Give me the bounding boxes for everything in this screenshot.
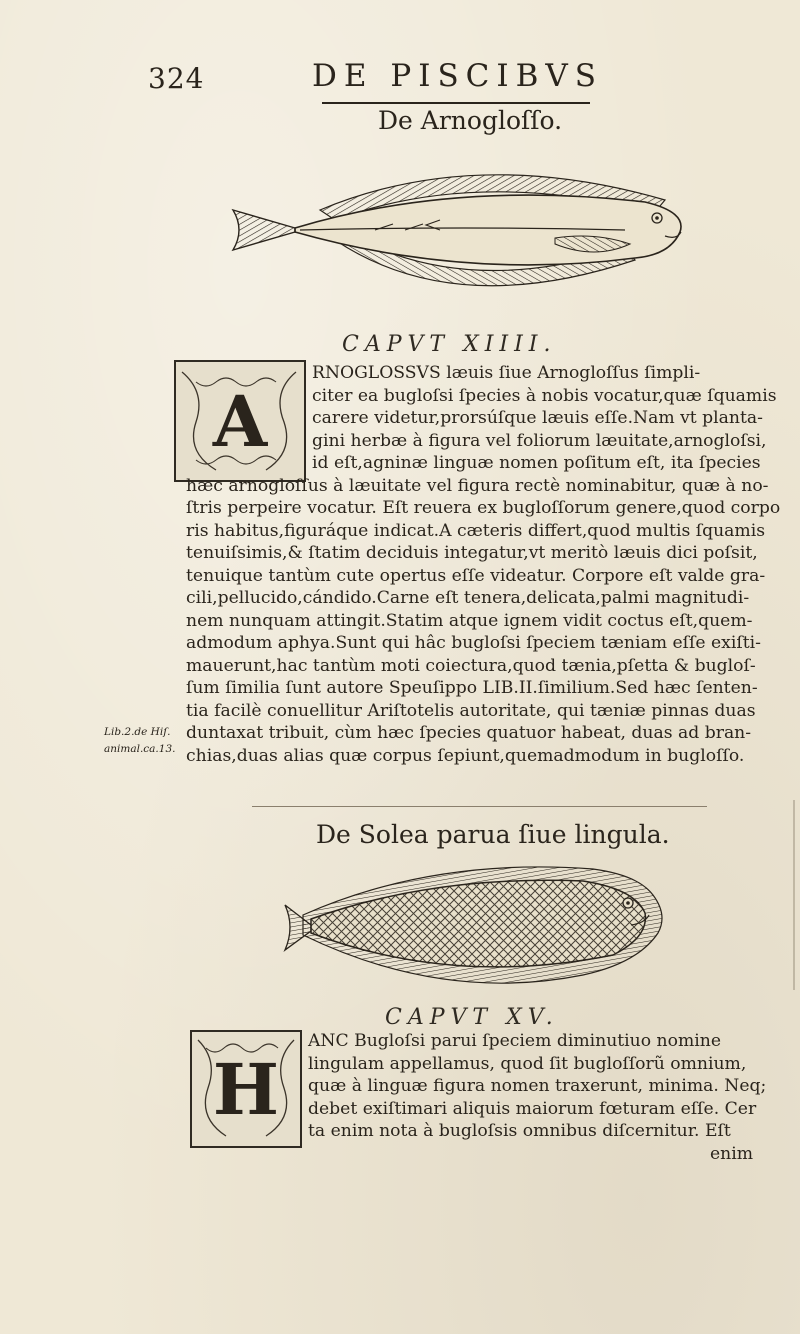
body-text-arnoglossus (186, 362, 780, 767)
text-line: quæ à linguæ figura nomen traxerunt, minima. Neq; (308, 1076, 767, 1096)
text-line: cili,pellucido,cándido.Carne eſt tenera,delicata,palmi magnitudi- (186, 588, 750, 608)
solea-fish-illustration (283, 855, 688, 1005)
section-title-arnoglossus: De Arnogloſſo. (378, 106, 563, 135)
text-line: duntaxat tribuit, cùm hæc ſpecies quatuor habeat, duas ad bran- (186, 723, 752, 743)
text-line: carere videtur,prorsúſque læuis eſſe.Nam vt planta- (312, 408, 763, 428)
body-text-solea (308, 1030, 766, 1165)
text-line: ſum ſimilia ſunt autore Speuſippo LIB.II.ſimilium.Sed hæc ſenten- (186, 678, 758, 698)
text-line: hæc arnogloſſus à læuitate vel figura rectè nominabitur, quæ à no- (186, 475, 769, 496)
initial-letter: A (212, 379, 268, 463)
text-line: citer ea bugloſsi ſpecies à nobis vocatur,quæ ſquamis (312, 385, 777, 406)
margin-note (104, 724, 175, 758)
decorated-initial-h (190, 1030, 302, 1148)
page-edge-mark (793, 800, 795, 990)
arnoglossus-fish-illustration (225, 140, 695, 330)
margin-note-line: animal.ca.13. (104, 743, 176, 755)
text-line: ſtris perpeire vocatur. Eſt reuera ex bugloſſorum genere,quod corpo (186, 498, 781, 518)
margin-note-line: Lib.2.de Hiſ. (104, 726, 171, 738)
text-line: ANC Bugloſsi parui ſpeciem diminutiuo nomine (308, 1031, 722, 1051)
text-line: ris habitus,figuráque indicat.A cæteris differt,quod multis ſquamis (186, 520, 766, 541)
page-number: 324 (148, 62, 205, 95)
running-title: DE PISCIBVS (312, 58, 604, 94)
text-line: chias,duas alias quæ corpus ſepiunt,quemadmodum in bugloſſo. (186, 745, 745, 766)
text-line: id eſt,agninæ linguæ nomen poſitum eſt, ita ſpecies (312, 453, 761, 473)
chapter-heading-xiiii: CAPVT XIIII. (342, 332, 557, 357)
chapter-heading-xv: CAPVT XV. (385, 1005, 559, 1030)
text-line: RNOGLOSSVS læuis ſiue Arnogloſſus ſimpli- (312, 363, 701, 383)
text-line: ta enim nota à bugloſsis omnibus diſcernitur. Eſt (308, 1121, 731, 1141)
text-line: gini herbæ à figura vel foliorum læuitate,arnogloſsi, (312, 430, 767, 451)
text-line: tenuique tantùm cute opertus eſſe videatur. Corpore eſt valde gra- (186, 565, 766, 586)
text-line: tenuiſsimis,& ſtatim deciduis integatur,vt meritò læuis dici poſsit, (186, 543, 758, 563)
text-line: debet exiſtimari aliquis maiorum fœturam eſſe. Cer (308, 1098, 757, 1119)
title-rule (322, 102, 590, 104)
text-line: admodum aphya.Sunt qui hâc bugloſsi ſpeciem tæniam eſſe exiſti- (186, 633, 761, 653)
section-divider (252, 806, 707, 807)
text-line: enim (710, 1143, 754, 1164)
section-title-solea: De Solea parua ſiue lingula. (316, 820, 670, 849)
text-line: tia facilè conuellitur Ariſtotelis autoritate, qui tæniæ pinnas duas (186, 700, 756, 721)
text-line: nem nunquam attingit.Statim atque ignem vidit coctus eſt,quem- (186, 610, 753, 631)
text-line: mauerunt,hac tantùm moti coiectura,quod tænia,pſetta & bugloſ- (186, 655, 756, 676)
text-line: lingulam appellamus, quod ſit bugloſſorũ omnium, (308, 1053, 747, 1074)
initial-letter: H (212, 1047, 280, 1131)
